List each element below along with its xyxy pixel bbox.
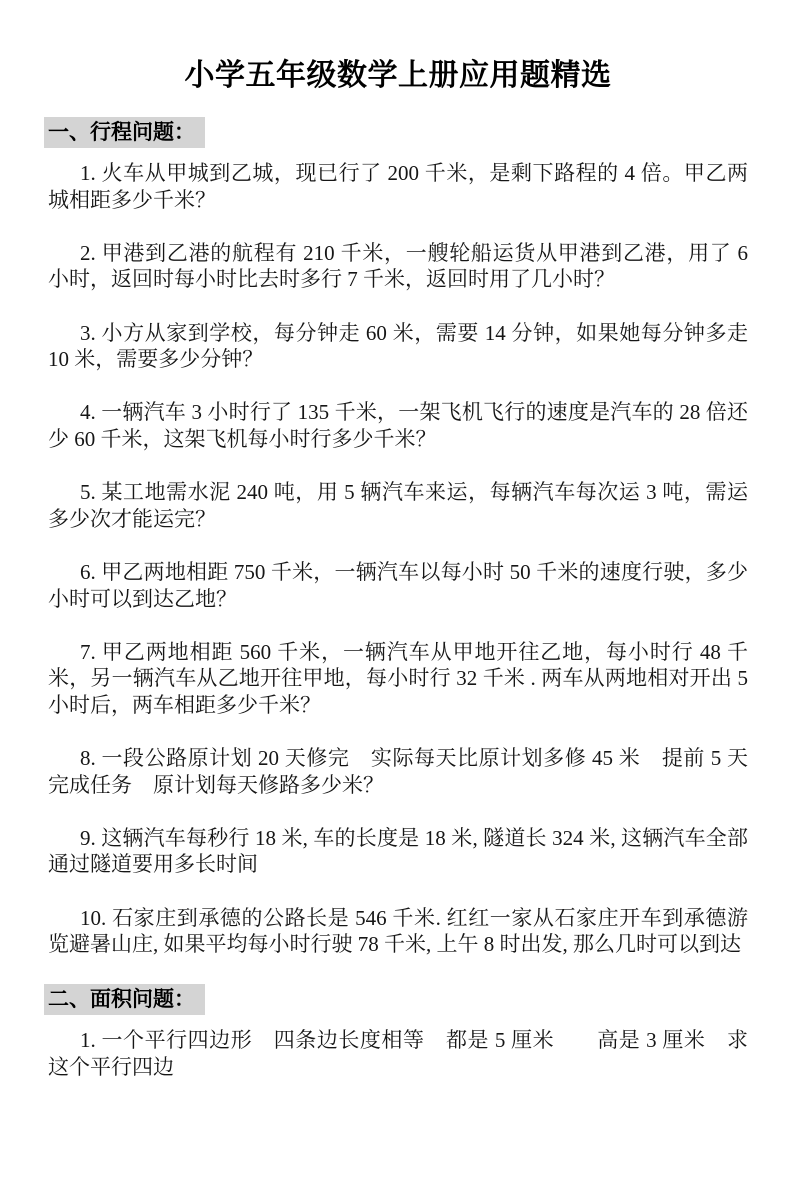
section-heading-row bbox=[48, 117, 748, 148]
problem-area-1: 1. 一个平行四边形 四条边长度相等 都是 5 厘米 高是 3 厘米 求这个平行四边 bbox=[48, 1028, 748, 1079]
problem-travel-8: 8. 一段公路原计划 20 天修完 实际每天比原计划多修 45 米 提前 5 天完成任务 原计划每天修路多少米？ bbox=[48, 746, 748, 797]
section-heading-row bbox=[48, 984, 748, 1015]
problem-travel-1: 1. 火车从甲城到乙城，现已行了 200 千米，是剩下路程的 4 倍。甲乙两城相距多少千米？ bbox=[48, 161, 748, 212]
section-area-problems bbox=[48, 984, 748, 1080]
problem-travel-4: 4. 一辆汽车 3 小时行了 135 千米，一架飞机飞行的速度是汽车的 28 倍还少 60 千米，这架飞机每小时行多少千米？ bbox=[48, 400, 748, 451]
worksheet-page bbox=[0, 58, 793, 1180]
problem-travel-9: 9. 这辆汽车每秒行 18 米, 车的长度是 18 米, 隧道长 324 米, 这辆汽车全部通过隧道要用多长时间 bbox=[48, 825, 748, 877]
problem-travel-5: 5. 某工地需水泥 240 吨，用 5 辆汽车来运，每辆汽车每次运 3 吨，需运多少次才能运完？ bbox=[48, 480, 748, 531]
problem-travel-7: 7. 甲乙两地相距 560 千米，一辆汽车从甲地开往乙地，每小时行 48 千米，另一辆汽车从乙地开往甲地，每小时行 32 千米 . 两车从两地相对开出 5 小时后，两车相距多少千米？ bbox=[48, 639, 748, 717]
problem-travel-3: 3. 小方从家到学校，每分钟走 60 米，需要 14 分钟，如果她每分钟多走 10 米，需要多少分钟？ bbox=[48, 320, 748, 372]
section-travel-problems bbox=[48, 117, 748, 958]
page-title: 小学五年级数学上册应用题精选 bbox=[184, 59, 612, 92]
problem-travel-6: 6. 甲乙两地相距 750 千米，一辆汽车以每小时 50 千米的速度行驶，多少小时可以到达乙地？ bbox=[48, 559, 748, 611]
section-heading-area: 二、面积问题： bbox=[44, 984, 205, 1015]
problem-travel-10: 10. 石家庄到承德的公路长是 546 千米. 红红一家从石家庄开车到承德游览避暑山庄, 如果平均每小时行驶 78 千米, 上午 8 时出发, 那么几时可以到达 bbox=[48, 905, 748, 957]
problem-travel-2: 2. 甲港到乙港的航程有 210 千米，一艘轮船运货从甲港到乙港，用了 6 小时，返回时每小时比去时多行 7 千米，返回时用了几小时？ bbox=[48, 240, 748, 292]
section-heading-travel: 一、行程问题： bbox=[44, 117, 205, 148]
